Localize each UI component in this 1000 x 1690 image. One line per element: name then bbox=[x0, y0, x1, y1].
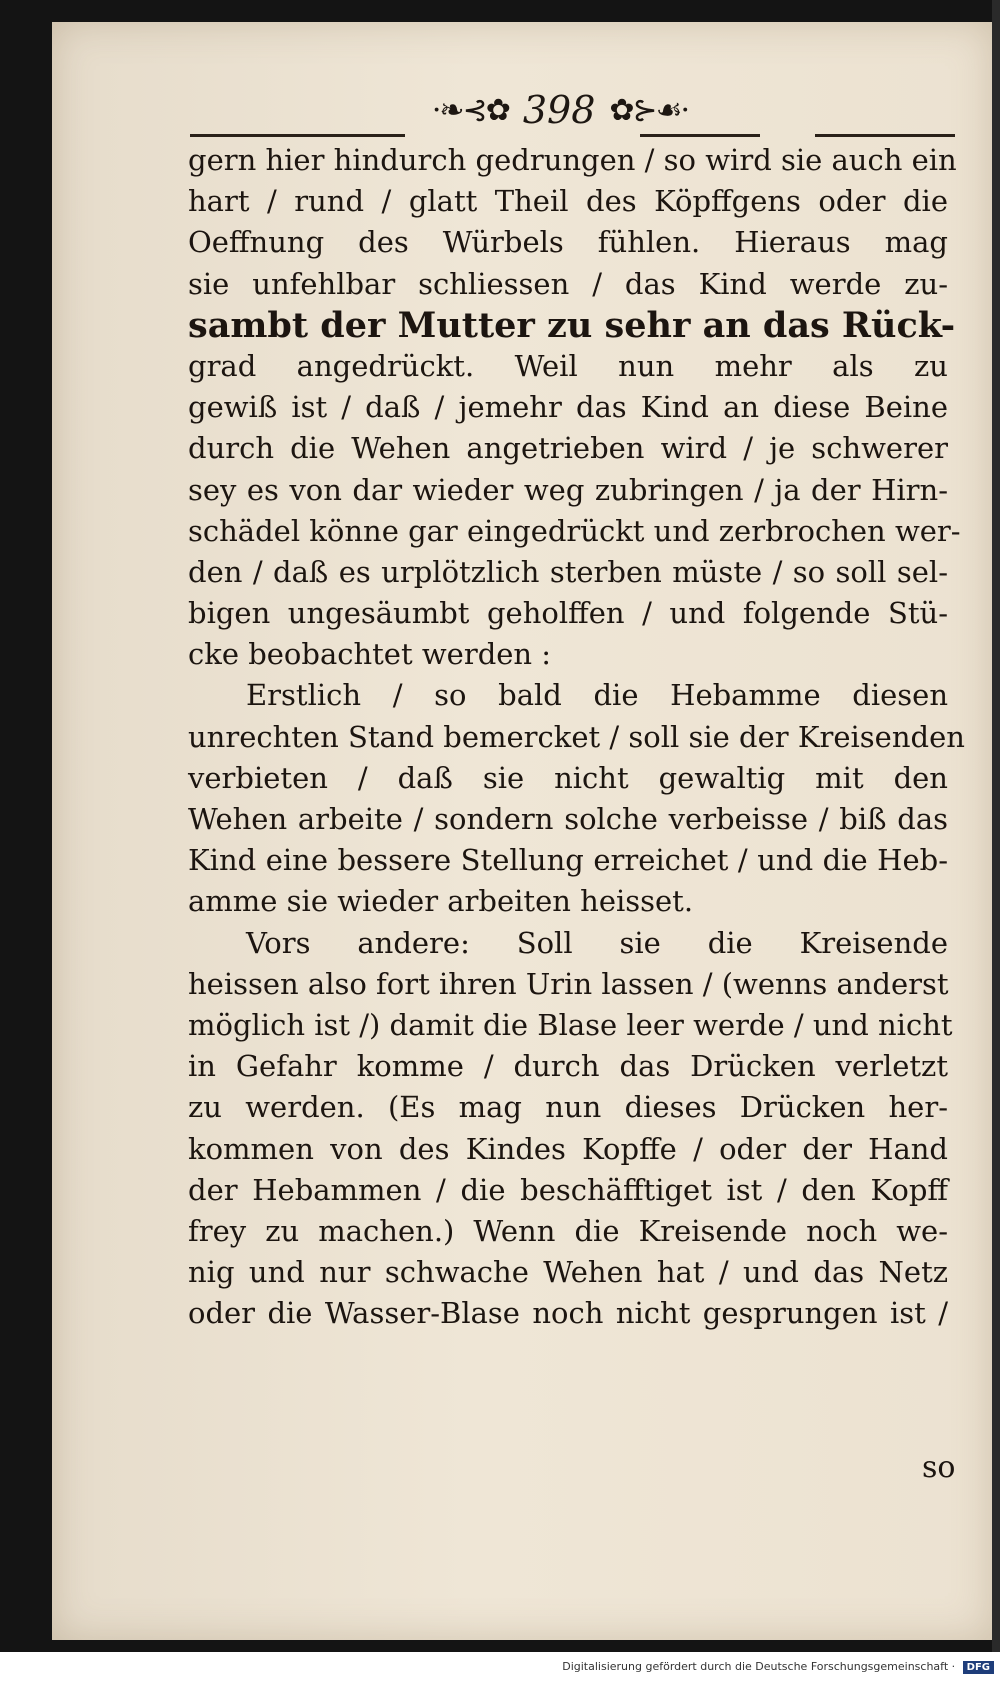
text-line: Erstlich / so bald die Hebamme diesen bbox=[246, 678, 948, 713]
text-line: unrechten Stand bemercket / soll sie der Kreisenden bbox=[188, 719, 965, 754]
text-line: oder die Wasser-Blase noch nicht gesprungen ist / bbox=[188, 1296, 948, 1331]
text-line: zu werden. (Es mag nun dieses Drücken her- bbox=[188, 1090, 948, 1125]
text-line: möglich ist /) damit die Blase leer werde / und nicht bbox=[188, 1007, 953, 1042]
text-line: sey es von dar wieder weg zubringen / ja der Hirn- bbox=[188, 472, 948, 507]
scan-edge bbox=[992, 0, 1000, 1652]
body-text bbox=[188, 140, 965, 1334]
text-line: kommen von des Kindes Kopffe / oder der Hand bbox=[188, 1131, 948, 1166]
text-line: durch die Wehen angetrieben wird / je schwerer bbox=[188, 431, 948, 466]
dfg-logo: DFG bbox=[963, 1661, 994, 1674]
text-line: frey zu machen.) Wenn die Kreisende noch we- bbox=[188, 1213, 948, 1248]
header-rule-right bbox=[815, 134, 955, 137]
text-line: bigen ungesäumbt geholffen / und folgende Stü- bbox=[188, 596, 948, 631]
text-line: Wehen arbeite / sondern solche verbeisse / biß das bbox=[188, 802, 948, 836]
header-rule-left bbox=[190, 134, 405, 137]
text-line: sie unfehlbar schliessen / das Kind werde zu- bbox=[188, 266, 948, 301]
text-line: gewiß ist / daß / jemehr das Kind an diese Beine bbox=[188, 390, 948, 425]
text-line: heissen also fort ihren Urin lassen / (wenns anderst bbox=[188, 966, 949, 1001]
text-line: schädel könne gar eingedrückt und zerbrochen wer- bbox=[188, 513, 961, 548]
text-line: Vors andere: Soll sie die Kreisende bbox=[246, 925, 948, 960]
digitization-footer bbox=[0, 1660, 994, 1674]
catchword: so bbox=[922, 1450, 956, 1485]
text-line: der Hebammen / die beschäfftiget ist / den Kopff bbox=[188, 1172, 948, 1207]
header-rule-middle bbox=[640, 134, 760, 137]
header-ornament-right: ✿⊱☙· bbox=[609, 92, 689, 128]
page-number: 398 bbox=[522, 88, 596, 132]
header-ornament-left: ·❧⊰✿ bbox=[431, 92, 509, 128]
text-line: hart / rund / glatt Theil des Köpffgens oder die bbox=[188, 184, 948, 219]
page-header bbox=[330, 80, 790, 140]
text-line: in Gefahr komme / durch das Drücken verletzt bbox=[188, 1049, 948, 1084]
text-line: Kind eine bessere Stellung erreichet / und die Heb- bbox=[188, 843, 948, 878]
text-line: den / daß es urplötzlich sterben müste / so soll sel- bbox=[188, 554, 948, 589]
text-line: Oeffnung des Würbels fühlen. Hieraus mag bbox=[188, 225, 948, 260]
text-line: cke beobachtet werden : bbox=[188, 637, 552, 672]
text-line: sambt der Mutter zu sehr an das Rück- bbox=[188, 304, 956, 346]
text-line: gern hier hindurch gedrungen / so wird sie auch ein bbox=[188, 143, 957, 177]
text-line: nig und nur schwache Wehen hat / und das Netz bbox=[188, 1255, 948, 1290]
text-line: amme sie wieder arbeiten heisset. bbox=[188, 884, 694, 919]
text-line: verbieten / daß sie nicht gewaltig mit den bbox=[188, 760, 948, 795]
text-line: grad angedrückt. Weil nun mehr als zu bbox=[188, 348, 948, 383]
footer-credit: Digitalisierung gefördert durch die Deutsche Forschungsgemeinschaft · bbox=[562, 1660, 956, 1673]
